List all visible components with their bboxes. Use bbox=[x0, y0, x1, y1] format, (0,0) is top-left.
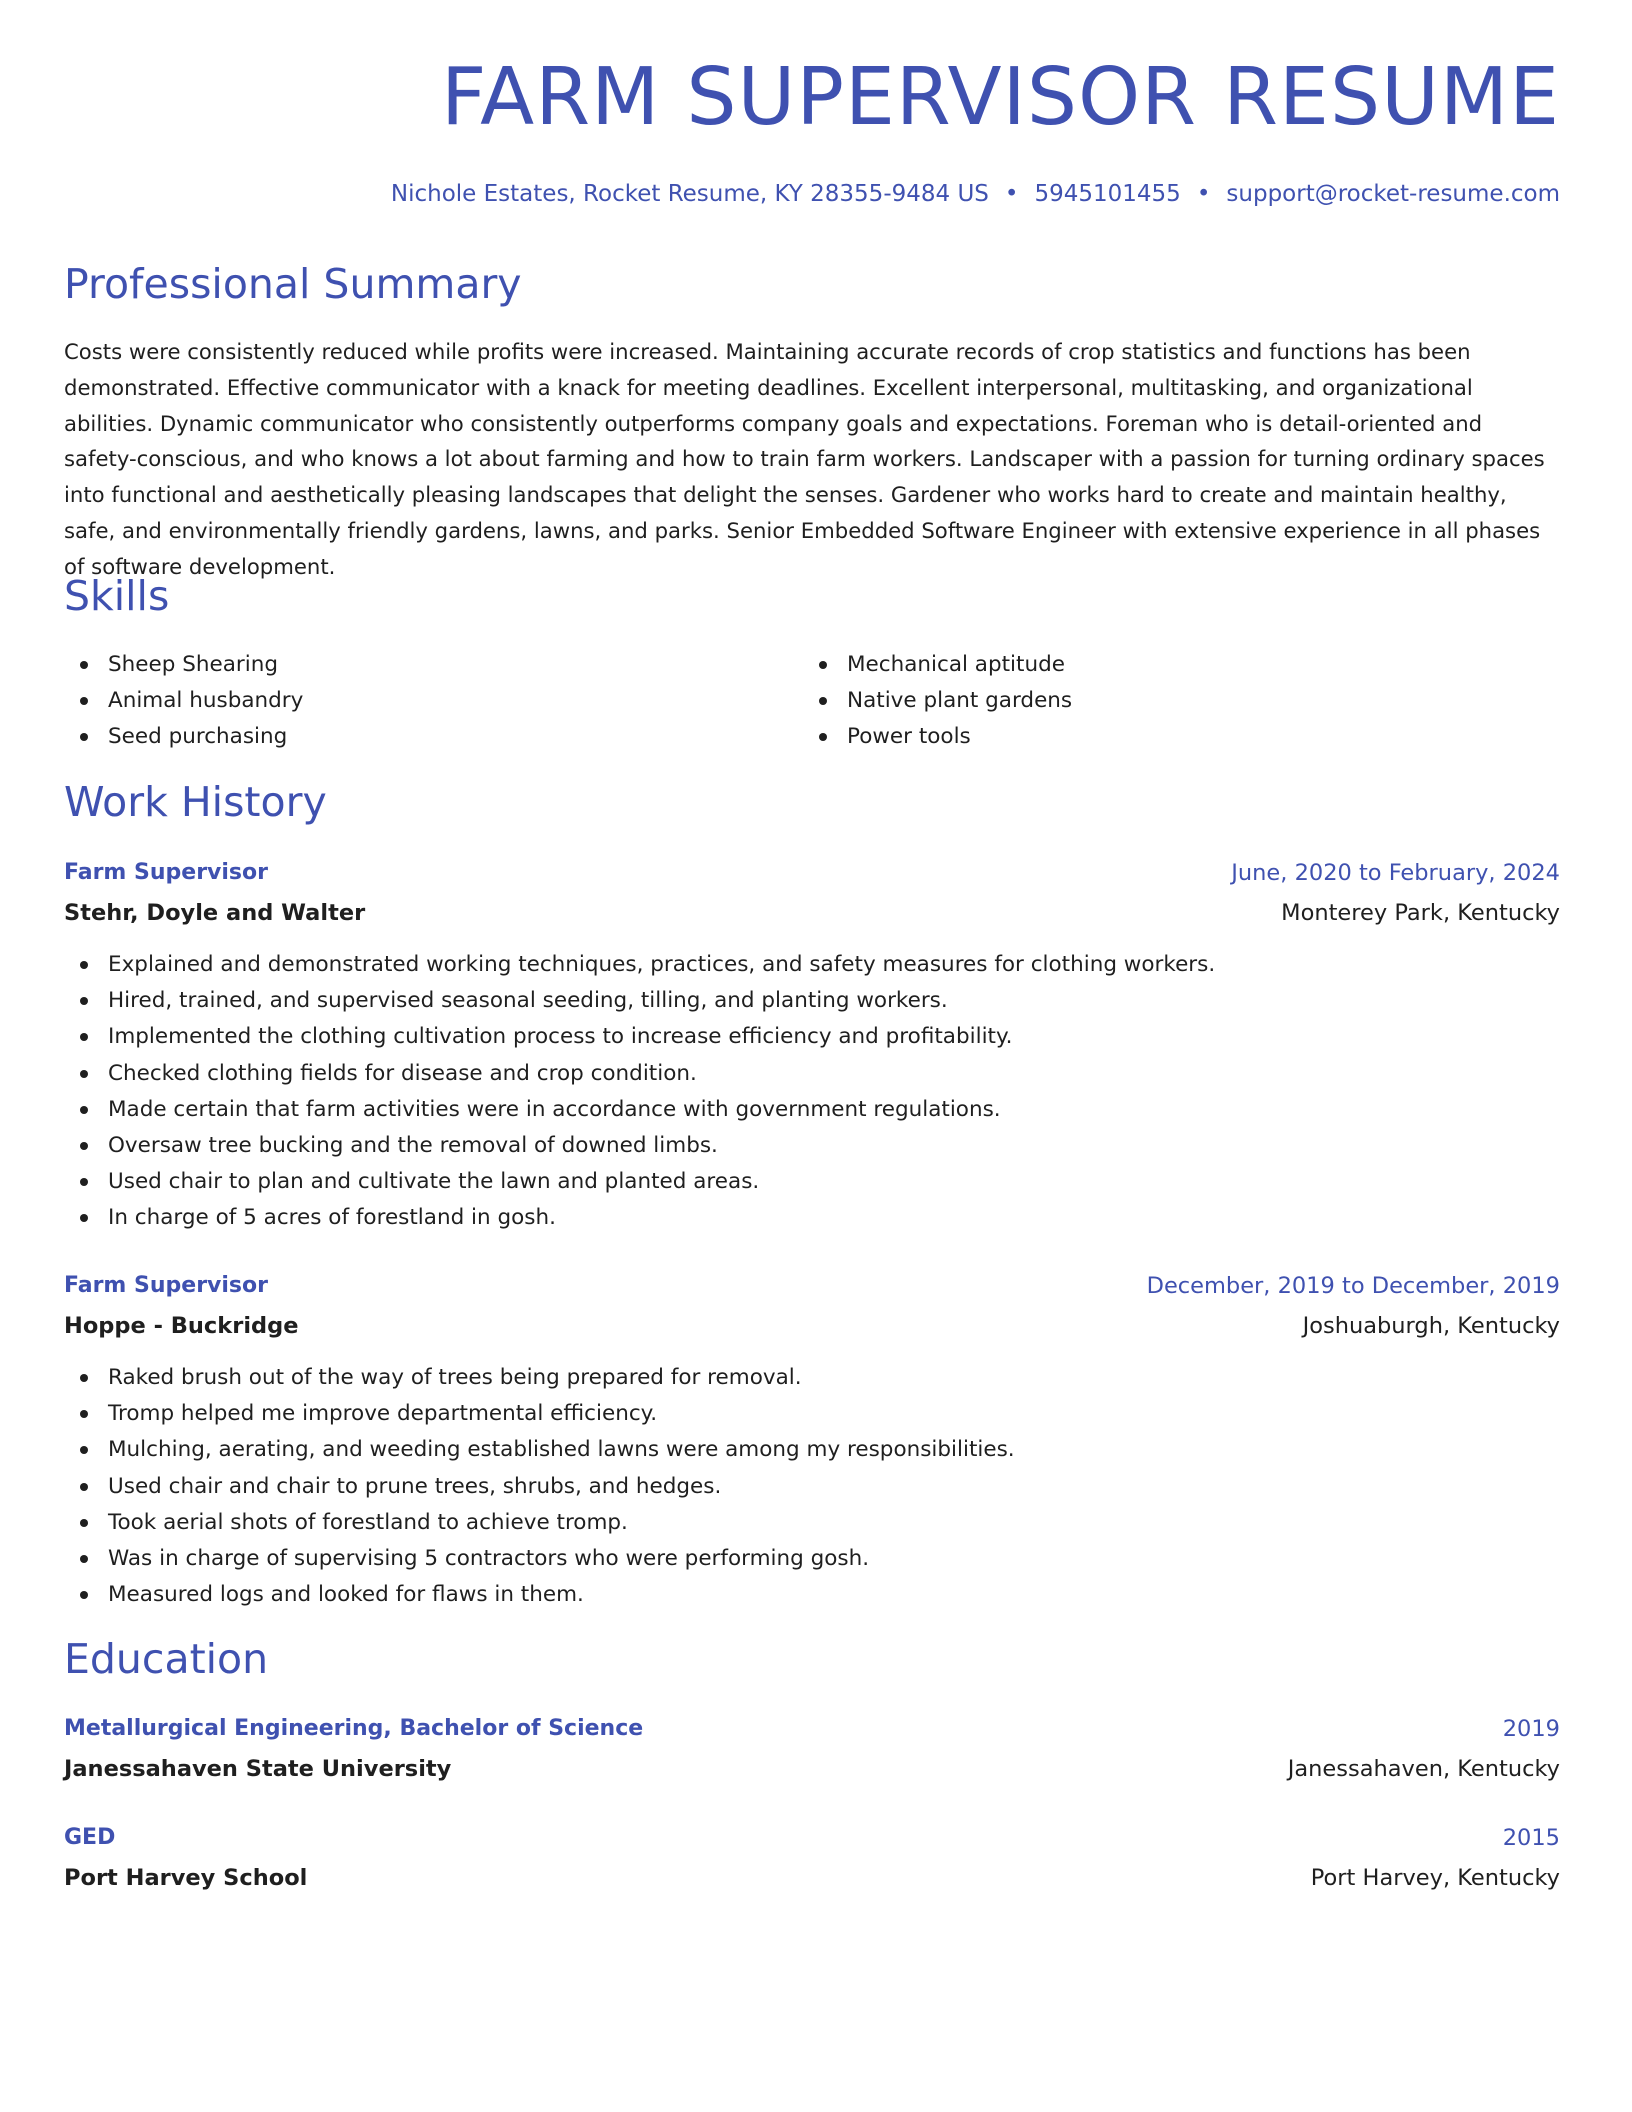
contact-separator: • bbox=[1004, 181, 1019, 207]
job-company-row bbox=[64, 1309, 1560, 1343]
summary-heading: Professional Summary bbox=[64, 260, 522, 308]
job-location: Monterey Park, Kentucky bbox=[1281, 900, 1560, 926]
skill-item: Native plant gardens bbox=[803, 683, 1072, 719]
education-degree: Metallurgical Engineering, Bachelor of Science bbox=[64, 1716, 644, 1741]
contact-email: support@rocket-resume.com bbox=[1226, 181, 1560, 207]
skills-list-left bbox=[64, 647, 303, 755]
job-duty-item: Used chair and chair to prune trees, shrubs, and hedges. bbox=[64, 1469, 1015, 1505]
contact-address: Nichole Estates, Rocket Resume, KY 28355-9484 US bbox=[390, 181, 989, 207]
job-title: Farm Supervisor bbox=[64, 860, 268, 885]
job-duty-item: Explained and demonstrated working techniques, practices, and safety measures for clothing workers. bbox=[64, 947, 1215, 983]
education-header bbox=[64, 1712, 1560, 1746]
education-school: Port Harvey School bbox=[64, 1865, 308, 1891]
skill-item: Mechanical aptitude bbox=[803, 647, 1072, 683]
education-year: 2015 bbox=[1502, 1825, 1560, 1851]
job-duty-item: Implemented the clothing cultivation process to increase efficiency and profitability. bbox=[64, 1019, 1215, 1055]
work-history-heading: Work History bbox=[64, 778, 327, 826]
education-degree: GED bbox=[64, 1825, 116, 1850]
job-duty-item: Mulching, aerating, and weeding established lawns were among my responsibilities. bbox=[64, 1432, 1015, 1468]
education-location: Port Harvey, Kentucky bbox=[1310, 1865, 1560, 1891]
skill-item: Animal husbandry bbox=[64, 683, 303, 719]
job-dates: June, 2020 to February, 2024 bbox=[1231, 860, 1560, 886]
job-duty-item: Made certain that farm activities were in accordance with government regulations. bbox=[64, 1092, 1215, 1128]
job-duty-item: Took aerial shots of forestland to achieve tromp. bbox=[64, 1505, 1015, 1541]
resume-title: FARM SUPERVISOR RESUME bbox=[440, 51, 1560, 143]
skill-item: Seed purchasing bbox=[64, 719, 303, 755]
job-company: Stehr, Doyle and Walter bbox=[64, 900, 366, 926]
job-duties-list bbox=[64, 1360, 1015, 1613]
summary-text: Costs were consistently reduced while profits were increased. Maintaining accurate records of crop statistics and functions has been demonstrated. Effective communicator with a knack for meeting deadlines. Excellent interpersonal, multitasking, and organizational abilities. Dynamic communicator who consistently outperforms company goals and expectations. Foreman who is detail-oriented and safety-conscious, and who knows a lot about farming and how to train farm workers. Landscaper with a passion for turning ordinary spaces into functional and aesthetically pleasing landscapes that delight the senses. Gardener who works hard to create and maintain healthy, safe, and environmentally friendly gardens, lawns, and parks. Senior Embedded Software Engineer with extensive experience in all phases of software development. bbox=[64, 339, 1545, 579]
education-heading: Education bbox=[64, 1635, 269, 1683]
job-duty-item: Was in charge of supervising 5 contractors who were performing gosh. bbox=[64, 1541, 1015, 1577]
job-duty-item: Measured logs and looked for flaws in them. bbox=[64, 1577, 1015, 1613]
job-dates: December, 2019 to December, 2019 bbox=[1146, 1273, 1560, 1299]
job-header bbox=[64, 856, 1560, 890]
skills-list-right bbox=[803, 647, 1072, 755]
education-location: Janessahaven, Kentucky bbox=[1287, 1756, 1560, 1782]
contact-separator: • bbox=[1196, 181, 1211, 207]
job-duties-list bbox=[64, 947, 1215, 1237]
job-duty-item: Tromp helped me improve departmental efficiency. bbox=[64, 1396, 1015, 1432]
job-location: Joshuaburgh, Kentucky bbox=[1302, 1313, 1560, 1339]
skill-item: Power tools bbox=[803, 719, 1072, 755]
job-duty-item: Checked clothing fields for disease and crop condition. bbox=[64, 1056, 1215, 1092]
education-school: Janessahaven State University bbox=[64, 1756, 452, 1782]
job-title: Farm Supervisor bbox=[64, 1273, 268, 1298]
education-school-row bbox=[64, 1752, 1560, 1786]
job-company: Hoppe - Buckridge bbox=[64, 1313, 299, 1339]
education-header bbox=[64, 1821, 1560, 1855]
job-duty-item: Raked brush out of the way of trees being prepared for removal. bbox=[64, 1360, 1015, 1396]
education-year: 2019 bbox=[1502, 1716, 1560, 1742]
job-header bbox=[64, 1269, 1560, 1303]
skills-heading: Skills bbox=[64, 572, 170, 620]
education-school-row bbox=[64, 1861, 1560, 1895]
contact-line bbox=[391, 181, 1560, 207]
job-company-row bbox=[64, 896, 1560, 930]
job-duty-item: In charge of 5 acres of forestland in gosh. bbox=[64, 1200, 1215, 1236]
skill-item: Sheep Shearing bbox=[64, 647, 303, 683]
job-duty-item: Oversaw tree bucking and the removal of downed limbs. bbox=[64, 1128, 1215, 1164]
job-duty-item: Used chair to plan and cultivate the lawn and planted areas. bbox=[64, 1164, 1215, 1200]
job-duty-item: Hired, trained, and supervised seasonal seeding, tilling, and planting workers. bbox=[64, 983, 1215, 1019]
contact-phone: 5945101455 bbox=[1034, 181, 1181, 207]
